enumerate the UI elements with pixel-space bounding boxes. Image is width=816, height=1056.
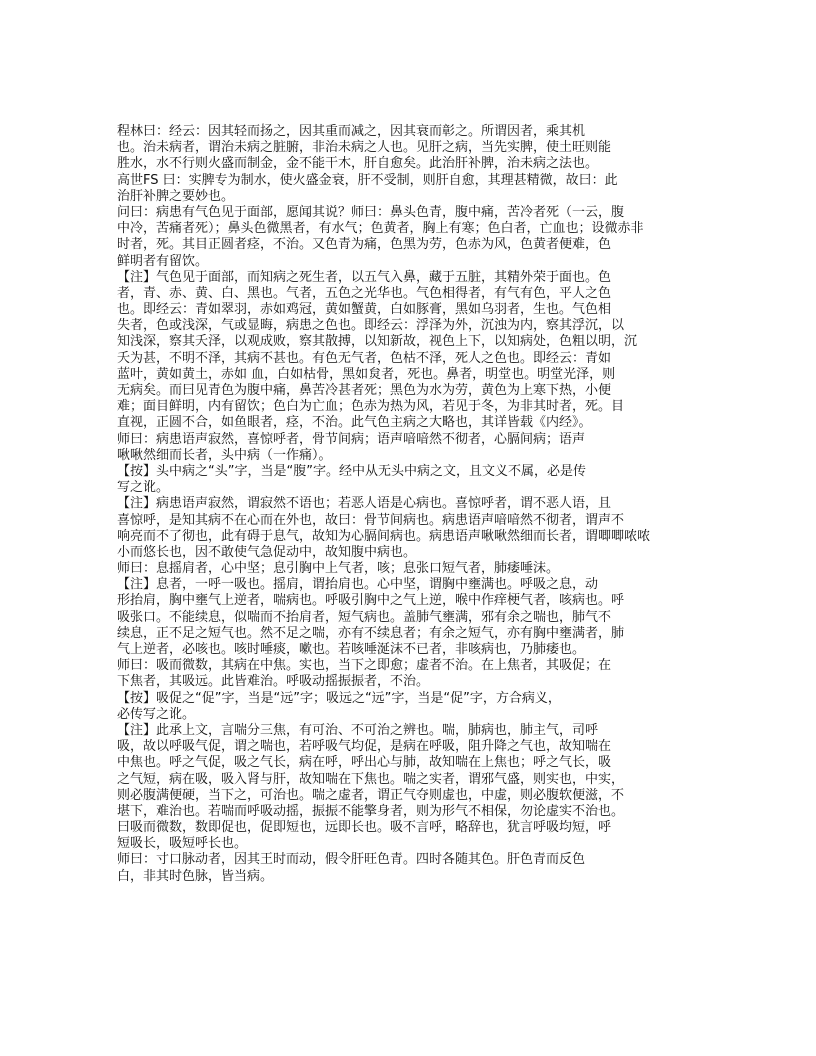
text-line: 也。治未病者，谓治未病之脏腑，非治未病之人也。见肝之病，当先实脾，使土旺则能 xyxy=(117,140,612,156)
text-line: 知浅深，察其夭泽，以观成败，察其散搏，以知新故，视色上下，以知病处，色粗以明，沉 xyxy=(117,334,638,350)
text-line: 师曰：吸而微数，其病在中焦。实也，当下之即愈；虚者不治。在上焦者，其吸促；在 xyxy=(117,658,612,674)
text-line: 写之讹。 xyxy=(117,480,170,496)
text-line: 高世FS 曰：实脾专为制水，使火盛金衰，肝不受制，则肝自愈，其理甚精微，故曰：此 xyxy=(117,172,618,188)
text-line: 曰吸而微数，数即促也，促即短也，远即长也。吸不言呼，略辞也，犹言呼吸均短，呼 xyxy=(117,820,612,836)
text-line: 【注】气色见于面部，而知病之死生者，以五气入鼻，藏于五脏，其精外荣于面也。色 xyxy=(117,269,612,285)
text-line: 必传写之讹。 xyxy=(117,706,196,722)
text-line: 【注】病患语声寂然，谓寂然不语也；若恶人语是心病也。喜惊呼者，谓不恶人语，且 xyxy=(117,496,612,512)
text-line: 失者，色或浅深，气或显晦，病患之色也。即经云：浮泽为外，沉浊为内，察其浮沉，以 xyxy=(117,318,625,334)
text-line: 程林曰：经云：因其轻而扬之，因其重而减之，因其衰而彰之。所谓因者，乘其机 xyxy=(117,124,586,139)
text-line: 时者，死。其目正圆者痉，不治。又色青为痛，色黑为劳，色赤为风，色黄者便难，色 xyxy=(117,237,612,253)
text-line: 无病矣。而曰见青色为腹中痛，鼻苦冷甚者死；黑色为水为劳，黄色为上寒下热，小便 xyxy=(117,383,612,398)
text-line: 治肝补脾之要妙也。 xyxy=(117,188,235,204)
text-line: 师曰：寸口脉动者，因其王时而动，假令肝旺色青。四时各随其色。肝色青而反色 xyxy=(117,852,586,868)
text-line: 也。即经云：青如翠羽，赤如鸡冠，黄如蟹黄，白如豚膏，黑如乌羽者，生也。气色相 xyxy=(117,302,612,318)
text-line: 中冷，苦痛者死）；鼻头色微黑者，有水气；色黄者，胸上有寒；色白者，亡血也；设微赤非 xyxy=(117,221,644,237)
text-line: 夭为甚，不明不泽，其病不甚也。有色无气者，色枯不泽，死人之色也。即经云：青如 xyxy=(117,350,612,366)
text-line: 吸，故以呼吸气促，谓之喘也，若呼吸气均促，是病在呼吸，阻升降之气也，故知喘在 xyxy=(117,739,612,755)
text-line: 蓝叶，黄如黄土，赤如 血，白如枯骨，黑如炱者，死也。鼻者，明堂也。明堂光泽，则 xyxy=(117,366,616,382)
document-body xyxy=(117,124,717,933)
text-line xyxy=(117,901,717,917)
text-line xyxy=(117,917,717,933)
text-line: 小而悠长也，因不敢使气急促动中，故知腹中病也。 xyxy=(117,544,417,560)
text-line: 形抬肩，胸中壅气上逆者，喘病也。呼吸引胸中之气上逆，喉中作痒梗气者，咳病也。呼 xyxy=(117,593,625,609)
text-line: 【注】此承上文，言喘分三焦，有可治、不可治之辨也。喘，肺病也，肺主气，司呼 xyxy=(117,722,599,738)
text-line: 问曰：病患有气色见于面部，愿闻其说？师曰：鼻头色青，腹中痛，苦冷者死（一云，腹 xyxy=(117,204,625,220)
text-line: 之气短，病在吸，吸入肾与肝，故知喘在下焦也。喘之实者，谓邪气盛，则实也，中实， xyxy=(117,771,625,787)
text-line xyxy=(117,885,717,901)
text-line: 难；面目鲜明，内有留饮；色白为亡血；色赤为热为风，若见于冬，为非其时者，死。目 xyxy=(117,399,625,415)
text-line: 直视，正圆不合，如鱼眼者，痉，不治。此气色主病之大略也，其详皆载《内经》。 xyxy=(117,415,592,431)
text-line: 续息，正不足之短气也。然不足之喘，亦有不续息者；有余之短气，亦有胸中壅满者，肺 xyxy=(117,625,625,641)
text-line: 堪下，难治也。若喘而呼吸动摇，振振不能擎身者，则为形气不相保，勿论虚实不治也。 xyxy=(117,803,625,819)
text-line: 【按】头中病之“头”字，当是“腹”字。经中从无头中病之文，且文义不属，必是传 xyxy=(117,463,586,479)
text-line: 鲜明者有留饮。 xyxy=(117,253,209,269)
text-line: 短吸长，吸短呼长也。 xyxy=(117,836,248,852)
text-line: 吸张口。不能续息，似喘而不抬肩者，短气病也。盖肺气壅满，邪有余之喘也，肺气不 xyxy=(117,609,612,625)
text-line: 师曰：病患语声寂然，喜惊呼者，骨节间病；语声喑喑然不彻者，心膈间病；语声 xyxy=(117,431,586,447)
text-line: 师曰：息摇肩者，心中坚；息引胸中上气者，咳；息张口短气者，肺痿唾沫。 xyxy=(117,561,560,577)
text-line: 【注】息者，一呼一吸也。摇肩，谓抬肩也。心中坚，谓胸中壅满也。呼吸之息，动 xyxy=(117,577,599,593)
text-line: 者，青、赤、黄、白、黑也。气者，五色之光华也。气色相得者，有气有色，平人之色 xyxy=(117,285,612,301)
text-line: 下焦者，其吸远。此皆难治。呼吸动摇振振者，不治。 xyxy=(117,674,430,690)
text-line: 气上逆者，必咳也。咳时唾痰，嗽也。若咳唾涎沫不已者，非咳病也，乃肺痿也。 xyxy=(117,642,586,657)
text-line: 啾啾然细而长者，头中病（一作痛）。 xyxy=(117,447,332,463)
text-line: 则必腹满便硬，当下之，可治也。喘之虚者，谓正气夺则虚也，中虚，则必腹软便滋，不 xyxy=(117,787,625,803)
text-line: 中焦也。呼之气促，吸之气长，病在呼，呼出心与肺，故知喘在上焦也；呼之气长，吸 xyxy=(117,755,612,771)
text-line: 【按】吸促之“促”字，当是“远”字；吸远之“远”字，当是“促”字，方合病义， xyxy=(117,690,561,706)
text-line: 胜水，水不行则火盛而制金，金不能干木，肝自愈矣。此治肝补脾，治未病之法也。 xyxy=(117,156,599,172)
text-line: 白，非其时色脉，皆当病。 xyxy=(117,868,274,884)
text-line: 喜惊呼，是知其病不在心而在外也，故曰：骨节间病也。病患语声喑喑然不彻者，谓声不 xyxy=(117,512,625,528)
text-line: 响亮而不了彻也，此有碍于息气，故知为心膈间病也。病患语声啾啾然细而长者，谓唧唧哝哝 xyxy=(117,528,651,544)
